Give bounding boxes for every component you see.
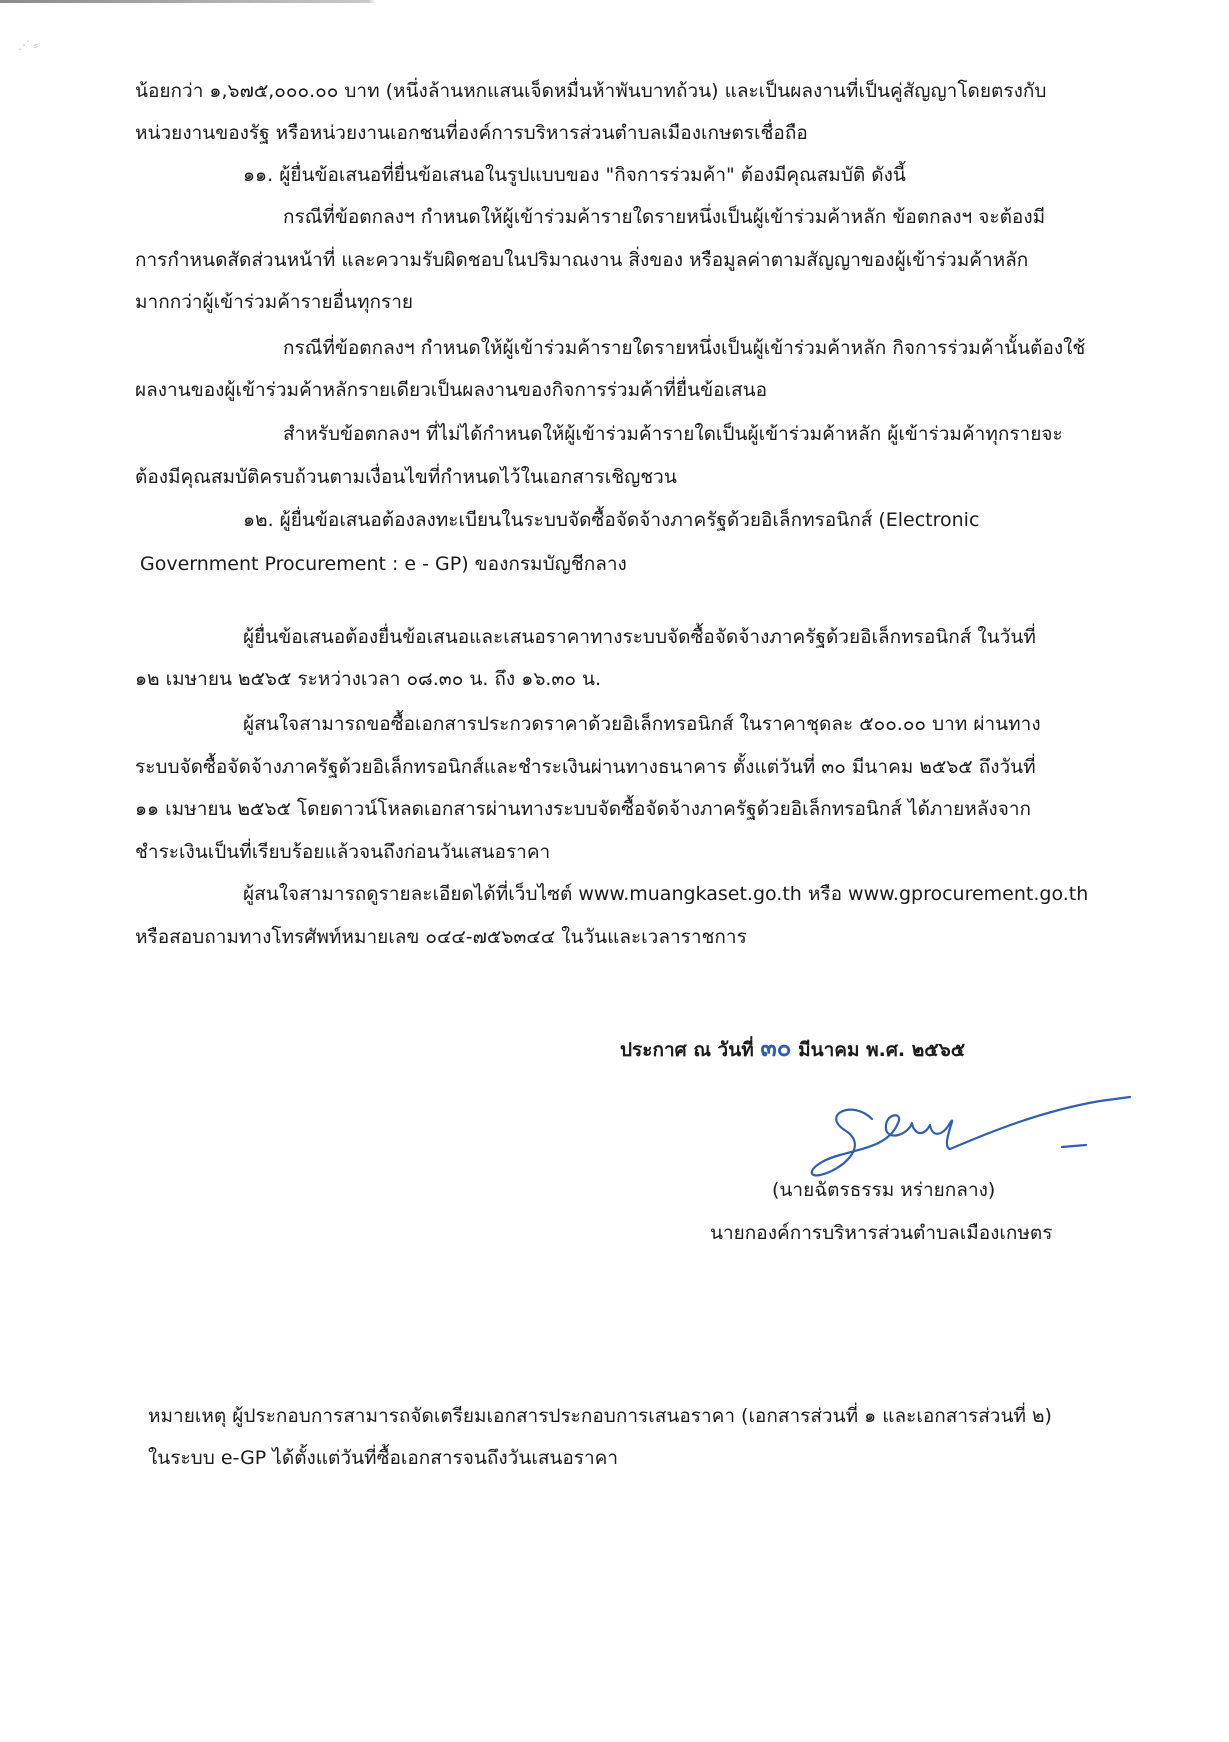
- purchase-line-3: ๑๑ เมษายน ๒๕๖๕ โดยดาวน์โหลดเอกสารผ่านทางระบบจัดซื้อจัดจ้างภาครัฐด้วยอิเล็กทรอนิกส์ ได้ภายหลังจาก: [135, 798, 1031, 820]
- body-line-7: กรณีที่ข้อตกลงฯ กำหนดให้ผู้เข้าร่วมค้ารายใดรายหนึ่งเป็นผู้เข้าร่วมค้าหลัก กิจการร่วมค้านั้นต้องใช้: [283, 337, 1086, 359]
- purchase-line-1: ผู้สนใจสามารถขอซื้อเอกสารประกวดราคาด้วยอิเล็กทรอนิกส์ ในราคาชุดละ ๕๐๐.๐๐ บาท ผ่านทาง: [243, 713, 1041, 735]
- contact-line-1: ผู้สนใจสามารถดูรายละเอียดได้ที่เว็บไซต์ www.muangkaset.go.th หรือ www.gprocurement.go.th: [243, 883, 1089, 905]
- note-line-1: หมายเหตุ ผู้ประกอบการสามารถจัดเตรียมเอกสารประกอบการเสนอราคา (เอกสารส่วนที่ ๑ และเอกสารส่วนที่ ๒): [148, 1405, 1052, 1427]
- submission-line-2: ๑๒ เมษายน ๒๕๖๕ ระหว่างเวลา ๐๘.๓๐ น. ถึง ๑๖.๓๐ น.: [135, 668, 602, 690]
- announcement-day: ๓๐: [760, 1033, 792, 1062]
- signatory-position: นายกองค์การบริหารส่วนตำบลเมืองเกษตร: [710, 1222, 1053, 1244]
- body-line-6: มากกว่าผู้เข้าร่วมค้ารายอื่นทุกราย: [135, 291, 414, 313]
- body-line-8: ผลงานของผู้เข้าร่วมค้าหลักรายเดียวเป็นผลงานของกิจการร่วมค้าที่ยื่นข้อเสนอ: [135, 379, 768, 401]
- body-line-2: หน่วยงานของรัฐ หรือหน่วยงานเอกชนที่องค์การบริหารส่วนตำบลเมืองเกษตรเชื่อถือ: [135, 122, 808, 144]
- note-line-2: ในระบบ e-GP ได้ตั้งแต่วันที่ซื้อเอกสารจนถึงวันเสนอราคา: [148, 1447, 619, 1469]
- body-line-4: กรณีที่ข้อตกลงฯ กำหนดให้ผู้เข้าร่วมค้ารายใดรายหนึ่งเป็นผู้เข้าร่วมค้าหลัก ข้อตกลงฯ จะต้องมี: [283, 206, 1046, 228]
- purchase-line-4: ชำระเงินเป็นที่เรียบร้อยแล้วจนถึงก่อนวันเสนอราคา: [135, 841, 551, 863]
- body-line-12: Government Procurement : e - GP) ของกรมบัญชีกลาง: [140, 553, 627, 575]
- top-border: [0, 0, 1229, 3]
- body-line-1: น้อยกว่า ๑,๖๗๕,๐๐๐.๐๐ บาท (หนึ่งล้านหกแสนเจ็ดหมื่นห้าพันบาทถ้วน) และเป็นผลงานที่เป็นคู่สัญญาโดยตรงกับ: [135, 80, 1047, 102]
- body-line-9: สำหรับข้อตกลงฯ ที่ไม่ได้กำหนดให้ผู้เข้าร่วมค้ารายใดเป็นผู้เข้าร่วมค้าหลัก ผู้เข้าร่วมค้าทุกรายจะ: [283, 423, 1063, 445]
- announcement-prefix: ประกาศ ณ วันที่: [620, 1039, 754, 1061]
- submission-line-1: ผู้ยื่นข้อเสนอต้องยื่นข้อเสนอและเสนอราคาทางระบบจัดซื้อจัดจ้างภาครัฐด้วยอิเล็กทรอนิกส์ ในวันที่: [243, 626, 1036, 648]
- clause-12-heading: ๑๒. ผู้ยื่นข้อเสนอต้องลงทะเบียนในระบบจัดซื้อจัดจ้างภาครัฐด้วยอิเล็กทรอนิกส์ (Electronic: [243, 509, 980, 531]
- announcement-date: [620, 1033, 966, 1062]
- signatory-name: (นายฉัตรธรรม หร่ายกลาง): [772, 1179, 996, 1201]
- contact-line-2: หรือสอบถามทางโทรศัพท์หมายเลข ๐๔๔-๗๕๖๓๔๔ ในวันและเวลาราชการ: [135, 926, 747, 948]
- purchase-line-2: ระบบจัดซื้อจัดจ้างภาครัฐด้วยอิเล็กทรอนิกส์และชำระเงินผ่านทางธนาคาร ตั้งแต่วันที่ ๓๐ มีนาคม ๒๕๖๕ ถึงวันที่: [135, 756, 1036, 778]
- clause-11-heading: ๑๑. ผู้ยื่นข้อเสนอที่ยื่นข้อเสนอในรูปแบบของ "กิจการร่วมค้า" ต้องมีคุณสมบัติ ดังนี้: [243, 164, 906, 186]
- body-line-5: การกำหนดสัดส่วนหน้าที่ และความรับผิดชอบในปริมาณงาน สิ่งของ หรือมูลค่าตามสัญญาของผู้เข้าร่วมค้าหลัก: [135, 249, 1029, 271]
- announcement-suffix: มีนาคม พ.ศ. ๒๕๖๕: [798, 1039, 966, 1061]
- scan-mark: ⋰ ⸗: [18, 38, 38, 52]
- body-line-10: ต้องมีคุณสมบัติครบถ้วนตามเงื่อนไขที่กำหนดไว้ในเอกสารเชิญชวน: [135, 466, 677, 488]
